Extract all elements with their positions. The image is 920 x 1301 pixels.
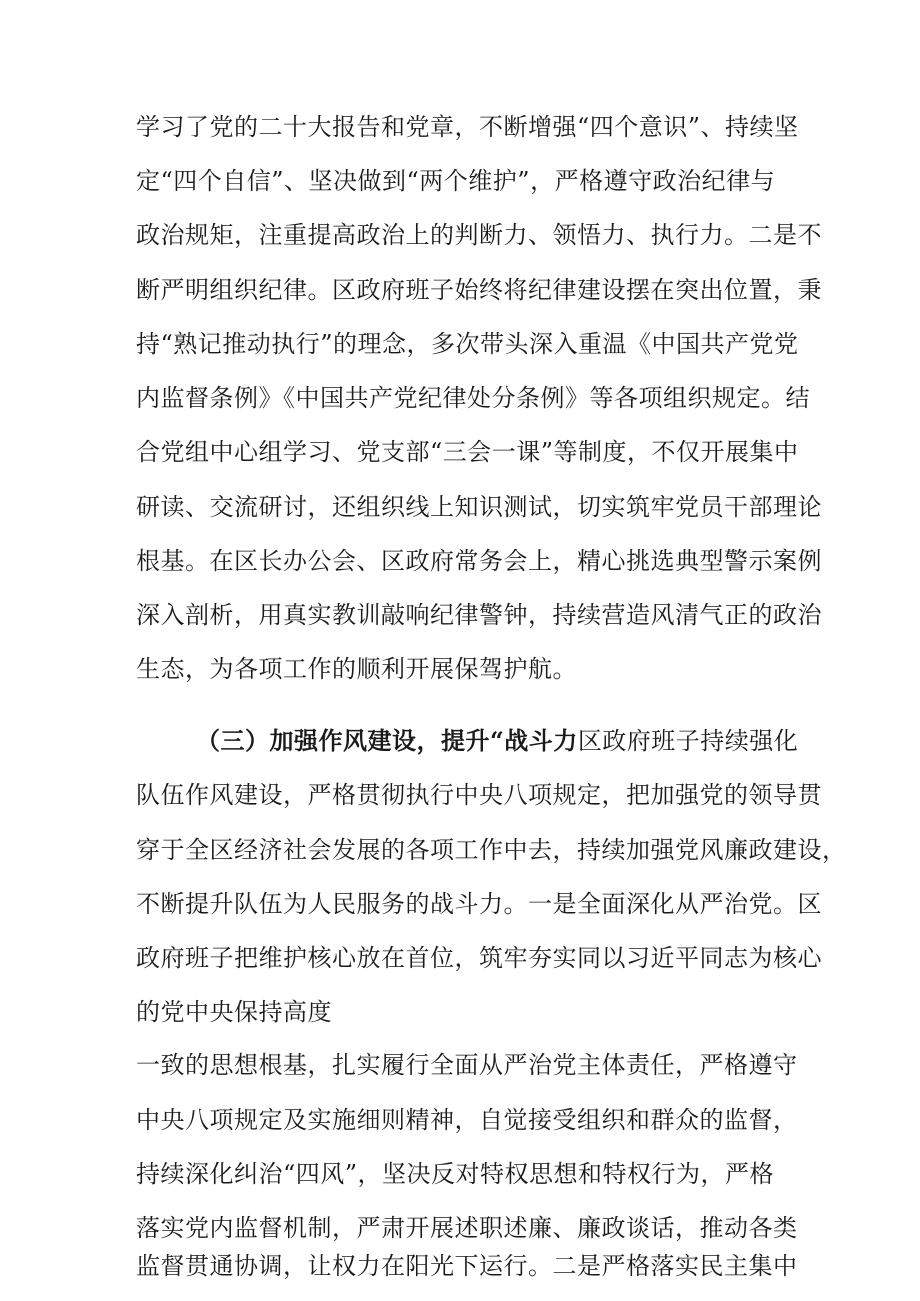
text-line: 穿于全区经济社会发展的各项工作中去，持续加强党风廉政建设， [136,836,847,864]
section-heading-line [196,726,799,756]
text-line: 内监督条例》《中国共产党纪律处分条例》等各项组织规定。结 [136,384,810,412]
text-line: 落实党内监督机制，严肃开展述职述廉、廉政谈话，推动各类 [136,1214,798,1242]
text-line: 不断提升队伍为人民服务的战斗力。一是全面深化从严治党。区 [136,890,822,918]
text-line: 深入剖析，用真实教训敲响纪律警钟，持续营造风清气正的政治 [136,601,822,629]
text-line: 政治规矩，注重提高政治上的判断力、领悟力、执行力。二是不 [136,221,822,249]
text-line: 断严明组织纪律。区政府班子始终将纪律建设摆在突出位置，秉 [136,276,822,304]
heading-tail-text: 区政府班子持续强化 [577,727,799,755]
text-line: 持“熟记推动执行”的理念，多次带头深入重温《中国共产党党 [136,330,799,358]
text-line: 生态，为各项工作的顺利开展保驾护航。 [136,655,577,683]
section-heading: （三）加强作风建设，提升“战斗力 [196,726,578,755]
text-line: 研读、交流研讨，还组织线上知识测试，切实筑牢党员干部理论 [136,493,822,521]
text-line: 学习了党的二十大报告和党章，不断增强“四个意识”、持续坚 [136,113,799,141]
text-line: 合党组中心组学习、党支部“三会一课”等制度，不仅开展集中 [136,438,799,466]
text-line: 队伍作风建设，严格贯彻执行中央八项规定，把加强党的领导贯 [136,781,822,809]
text-line: 政府班子把维护核心放在首位，筑牢夯实同以习近平同志为核心 [136,944,822,972]
text-line: 持续深化纠治“四风”，坚决反对特权思想和特权行为，严格 [136,1160,775,1188]
text-line: 定“四个自信”、坚决做到“两个维护”，严格遵守政治纪律与 [136,167,776,195]
text-line: 监督贯通协调，让权力在阳光下运行。二是严格落实民主集中 [136,1252,798,1280]
text-line: 中央八项规定及实施细则精神，自觉接受组织和群众的监督， [136,1106,798,1134]
text-line: 根基。在区长办公会、区政府常务会上，精心挑选典型警示案例 [136,547,822,575]
text-line: 一致的思想根基，扎实履行全面从严治党主体责任，严格遵守 [136,1051,798,1079]
text-line: 的党中央保持高度 [136,998,332,1026]
